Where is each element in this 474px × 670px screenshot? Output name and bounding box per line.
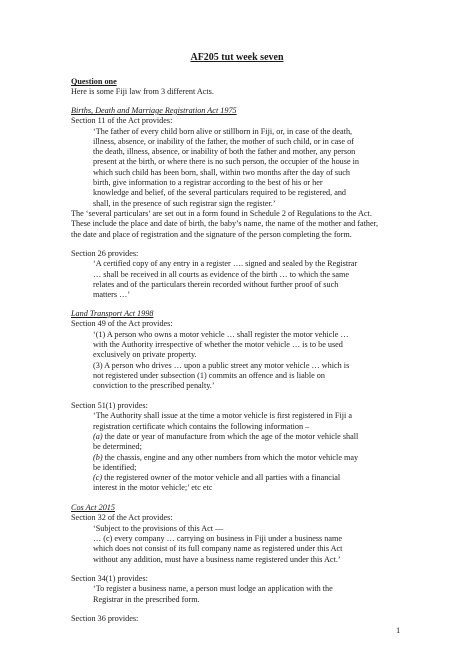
section49-quote-line: with the Authority irrespective of whether the motor vehicle … is to be used (93, 339, 343, 349)
section51-quote-line: registration certificate which contains the following information – (93, 421, 310, 431)
section32-quote-line: ‘Subject to the provisions of this Act — (93, 523, 224, 533)
question-heading: Question one (71, 77, 117, 86)
section32-quote-line: which does not consist of its full company name as registered under this Act (93, 544, 343, 554)
section51-item (93, 453, 358, 463)
section26-quote-line: ‘A certified copy of any entry in a register …. signed and sealed by the Registrar (93, 259, 358, 269)
section11-quote-line: knowledge and belief, of the several particulars required to be registered, and (93, 188, 347, 198)
intro-text: Here is some Fiji law from 3 different Acts. (71, 87, 214, 96)
act3-title: Cos Act 2015 (71, 503, 115, 512)
item-text: be identified; (93, 462, 137, 472)
item-label: (b) (93, 452, 103, 462)
section11-quote-line: illness, absence, or inability of the father, the mother of such child, or in case of (93, 136, 354, 146)
section32-quote-line: … (c) every company … carrying on business in Fiji under a business name (93, 533, 342, 543)
section51-item (93, 463, 136, 473)
section34-quote-line: ‘To register a business name, a person must lodge an application with the (93, 584, 333, 594)
section11-quote-line: which such child has been born, shall, within two months after the day of such (93, 167, 350, 177)
page-number: 1 (396, 625, 401, 635)
item-text: the date or year of manufacture from which the age of the motor vehicle shall (102, 431, 359, 441)
section51-item (93, 442, 142, 452)
particulars-note-line: These include the place and date of birth, the baby’s name, the name of the mother and father, (71, 219, 379, 229)
item-text: the chassis, engine and any other numbers from which the motor vehicle may (102, 452, 359, 462)
section11-quote-line: birth, give information to a registrar according to the best of his or her (93, 178, 323, 187)
section11-quote-line: the death, illness, absence, or inability of both the father and mother, any person (93, 147, 356, 157)
item-label: (c) (93, 473, 103, 483)
section11-quote-line: ‘The father of every child born alive or stillborn in Fiji, or, in case of the death, (93, 126, 353, 136)
section51-intro: Section 51(1) provides: (71, 401, 148, 410)
section49-intro: Section 49 of the Act provides: (71, 319, 173, 329)
section49-quote-line: not registered under subsection (1) commits an offence and is liable on (93, 370, 325, 380)
act2-title: Land Transport Act 1998 (71, 309, 154, 318)
document-title: AF205 tut week seven (190, 52, 284, 63)
section26-intro: Section 26 provides: (71, 249, 139, 258)
section34-quote-line: Registrar in the prescribed form. (93, 594, 200, 604)
section51-item (93, 473, 340, 483)
item-text: the registered owner of the motor vehicle and all parties with a financial (102, 473, 341, 483)
section49-quote-line: ‘(1) A person who owns a motor vehicle … shall register the motor vehicle … (93, 329, 349, 339)
section26-quote-line: … shall be received in all courts as evidence of the birth … to which the same (93, 269, 350, 279)
section11-quote-line: shall, in the presence of such registrar sign the register.’ (93, 198, 276, 208)
section49-quote-line: conviction to the prescribed penalty.’ (93, 381, 215, 391)
act1-title: Births, Death and Marriage Registration Act 1975 (71, 106, 237, 115)
section51-item (93, 432, 358, 442)
section11-quote-line: present at the birth, or where there is no such person, the occupier of the house in (93, 157, 360, 167)
section26-quote-line: matters …’ (93, 290, 131, 300)
section49-quote-line: exclusively on private property. (93, 350, 197, 360)
section32-quote-line: without any addition, must have a business name registered under this Act.’ (93, 554, 341, 564)
item-label: (a) (93, 431, 103, 441)
item-text: interest in the motor vehicle;’ etc etc (93, 483, 213, 493)
section36-intro: Section 36 provides: (71, 614, 139, 623)
section51-quote-line: ‘The Authority shall issue at the time a motor vehicle is first registered in Fiji a (93, 411, 352, 421)
section34-intro: Section 34(1) provides: (71, 574, 148, 583)
section32-intro: Section 32 of the Act provides: (71, 513, 173, 523)
section26-quote-line: relates and of the particulars therein recorded without further proof of such (93, 279, 339, 289)
section51-item (93, 483, 212, 493)
particulars-note-line: the date and place of registration and the signature of the person completing the form. (71, 229, 352, 239)
section11-intro: Section 11 of the Act provides: (71, 116, 173, 125)
section49-quote-line: (3) A person who drives … upon a public street any motor vehicle … which is (93, 360, 350, 370)
item-text: be determined; (93, 442, 142, 452)
particulars-note-line: The ‘several particulars’ are set out in a form found in Schedule 2 of Regulations to the Act. (71, 208, 372, 218)
